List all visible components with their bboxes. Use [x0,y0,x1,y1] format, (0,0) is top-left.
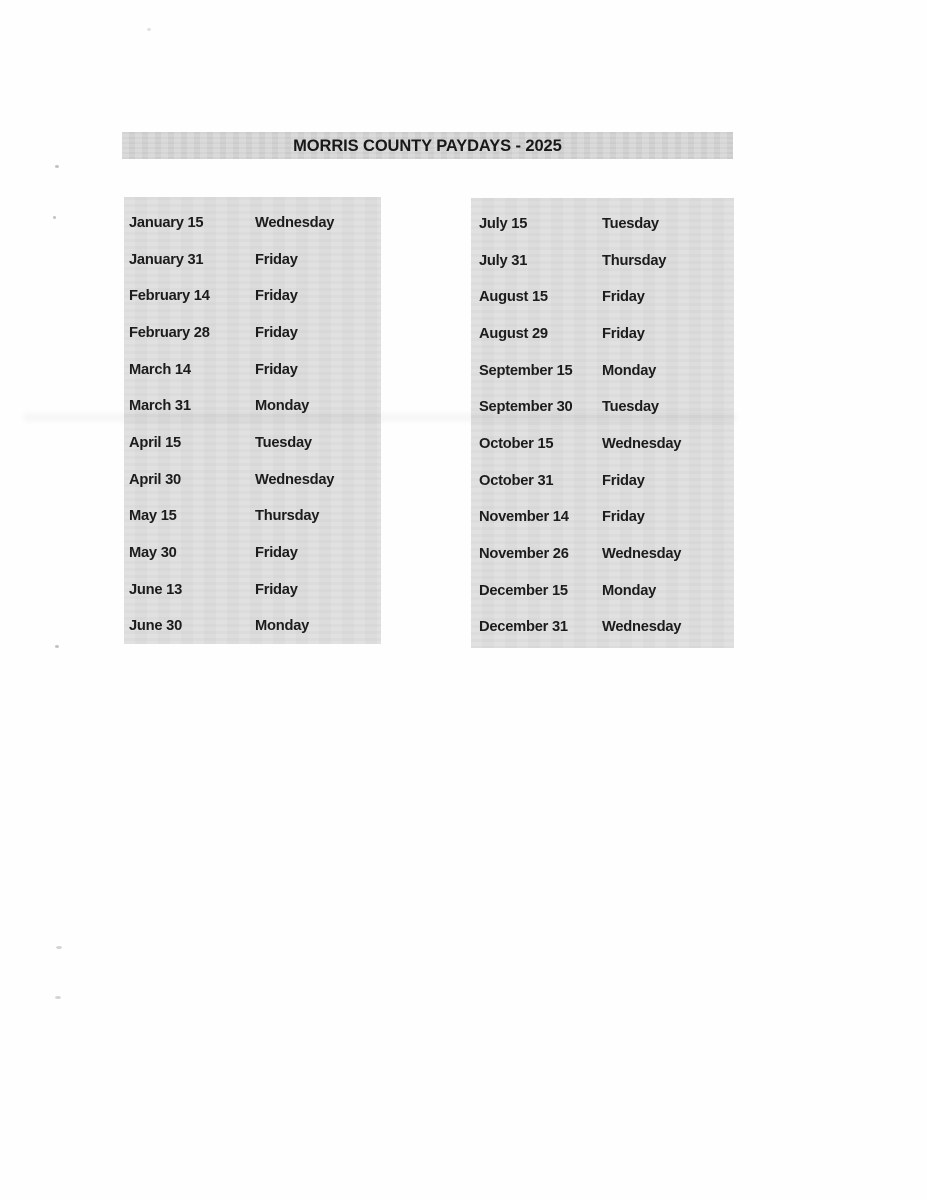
payday-weekday: Tuesday [602,398,659,416]
payday-date: September 30 [479,398,573,416]
payday-row [471,499,734,536]
payday-weekday: Friday [602,324,645,342]
payday-row [471,242,734,279]
payday-date: June 13 [129,580,183,598]
payday-row [124,277,381,314]
payday-row [471,278,734,315]
payday-date: February 14 [129,287,210,305]
payday-row [124,241,381,278]
payday-weekday: Thursday [255,507,320,525]
paydays-table-second-half [471,198,734,648]
payday-date: January 31 [129,250,204,268]
payday-date: April 30 [129,470,181,488]
payday-weekday: Tuesday [255,433,312,451]
payday-date: March 31 [129,397,191,415]
payday-date: August 29 [479,324,548,342]
payday-date: April 15 [129,433,181,451]
payday-date: May 30 [129,544,177,562]
payday-row [471,572,734,609]
payday-weekday: Monday [255,617,310,635]
payday-weekday: Thursday [602,251,667,269]
payday-weekday: Wednesday [602,434,682,452]
scan-smudge [24,413,736,422]
payday-row [471,535,734,572]
payday-date: July 15 [479,214,528,232]
payday-row [471,205,734,242]
payday-row [124,461,381,498]
payday-weekday: Friday [255,250,298,268]
payday-weekday: Friday [602,471,645,489]
payday-weekday: Friday [255,580,298,598]
payday-weekday: Wednesday [602,618,682,636]
scan-speck [56,946,62,949]
payday-date: October 31 [479,471,554,489]
payday-row [124,534,381,571]
payday-row [124,351,381,388]
scan-speck [55,645,59,648]
scan-speck [147,28,151,31]
payday-weekday: Monday [602,361,657,379]
document-title: MORRIS COUNTY PAYDAYS - 2025 [293,135,562,155]
payday-weekday: Friday [602,288,645,306]
payday-weekday: Friday [255,323,298,341]
scan-speck [55,996,61,999]
payday-date: November 26 [479,545,569,563]
payday-weekday: Monday [255,397,310,415]
payday-row [124,424,381,461]
payday-weekday: Wednesday [602,545,682,563]
payday-row [124,571,381,608]
payday-weekday: Monday [602,581,657,599]
payday-date: May 15 [129,507,177,525]
payday-weekday: Wednesday [255,470,335,488]
payday-row [471,425,734,462]
payday-date: July 31 [479,251,528,269]
payday-date: December 15 [479,581,568,599]
payday-date: December 31 [479,618,568,636]
payday-weekday: Friday [255,287,298,305]
payday-date: October 15 [479,434,554,452]
payday-weekday: Friday [602,508,645,526]
payday-row [124,608,381,645]
payday-row [471,609,734,646]
payday-date: June 30 [129,617,183,635]
payday-row [471,352,734,389]
payday-weekday: Wednesday [255,213,335,231]
payday-row [124,314,381,351]
payday-weekday: Friday [255,360,298,378]
scan-speck [55,165,59,168]
payday-date: September 15 [479,361,573,379]
payday-date: February 28 [129,323,210,341]
payday-row [124,204,381,241]
payday-row [471,315,734,352]
payday-date: January 15 [129,213,204,231]
payday-date: March 14 [129,360,191,378]
payday-row [124,498,381,535]
payday-weekday: Friday [255,544,298,562]
payday-date: November 14 [479,508,569,526]
payday-date: August 15 [479,288,548,306]
document-title-bar [122,132,733,159]
scan-speck [53,216,56,219]
payday-weekday: Tuesday [602,214,659,232]
payday-row [471,462,734,499]
